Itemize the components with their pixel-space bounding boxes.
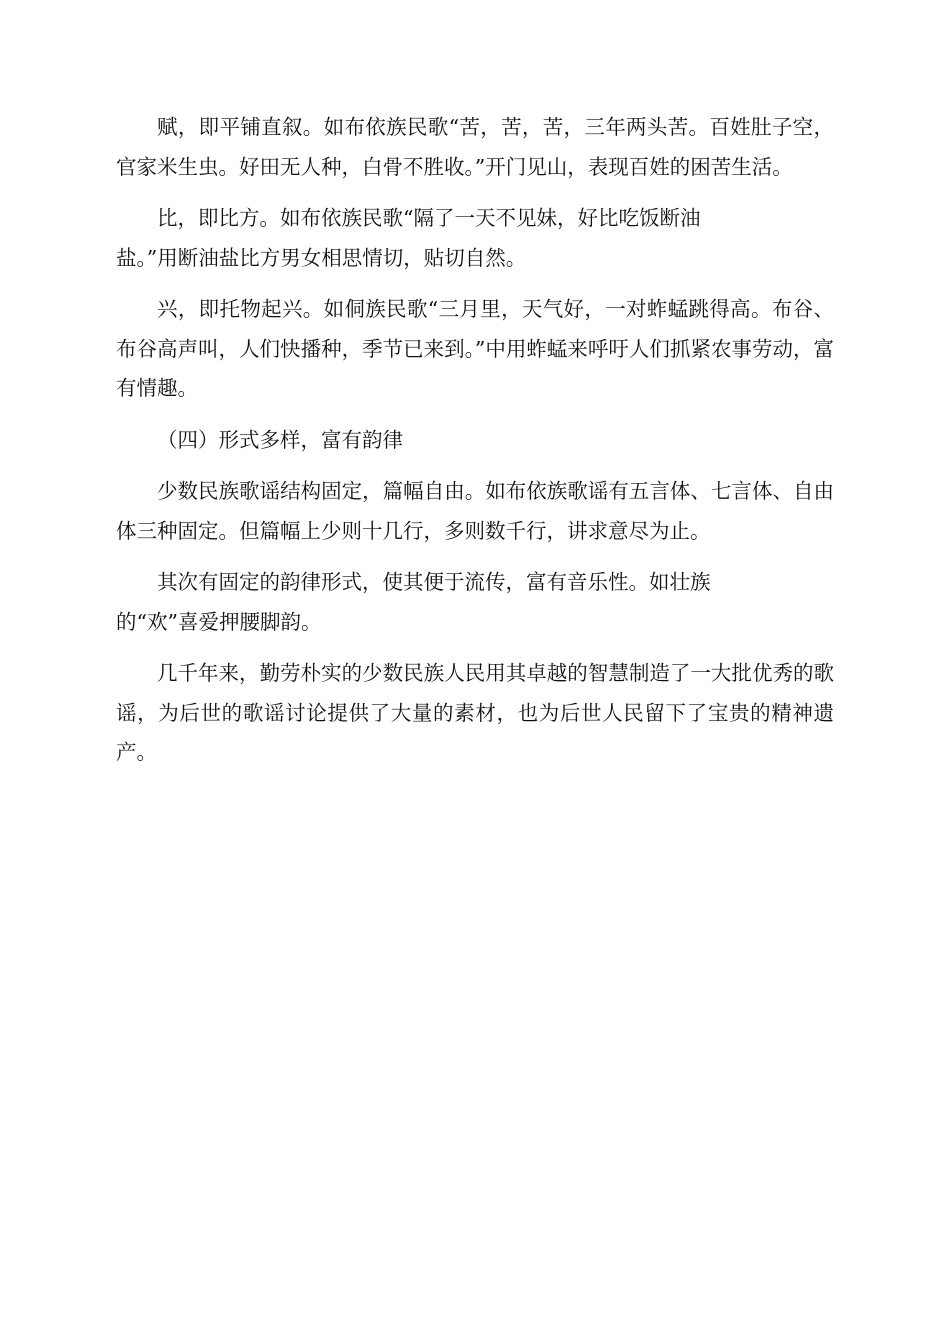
paragraph-conclusion: 几千年来，勤劳朴实的少数民族人民用其卓越的智慧制造了一大批优秀的歌谣，为后世的歌谣讨论提供了大量的素材，也为后世人民留下了宝贵的精神遗产。 [116,661,834,764]
paragraph-bi [116,199,834,278]
paragraph-bi-line-1: 比，即比方。如布依族民歌“隔了一天不见妹，好比吃饭断油 [157,206,701,230]
paragraph-bi-line-2: 盐。”用断油盐比方男女相思情切，贴切自然。 [116,245,527,270]
paragraph-rhyme-line-1: 其次有固定的韵律形式，使其便于流传，富有音乐性。如壮族 [157,570,711,594]
paragraph-rhyme-line-2: 的“欢”喜爱押腰脚韵。 [116,609,322,634]
paragraph-fu: 赋，即平铺直叙。如布依族民歌“苦，苦，苦，三年两头苦。百姓肚子空，官家米生虫。好田无人种，白骨不胜收。”开门见山，表现百姓的困苦生活。 [116,115,834,179]
paragraph-structure: 少数民族歌谣结构固定，篇幅自由。如布依族歌谣有五言体、七言体、自由体三种固定。但篇幅上少则十几行，多则数千行，讲求意尽为止。 [116,479,834,543]
document-body [116,108,834,785]
section-heading-four: （四）形式多样，富有韵律 [157,427,403,452]
paragraph-rhyme [116,563,834,642]
paragraph-xing: 兴，即托物起兴。如侗族民歌“三月里，天气好，一对蚱蜢跳得高。布谷、布谷高声叫，人们快播种，季节已来到。”中用蚱蜢来呼吁人们抓紧农事劳动，富有情趣。 [116,297,834,400]
